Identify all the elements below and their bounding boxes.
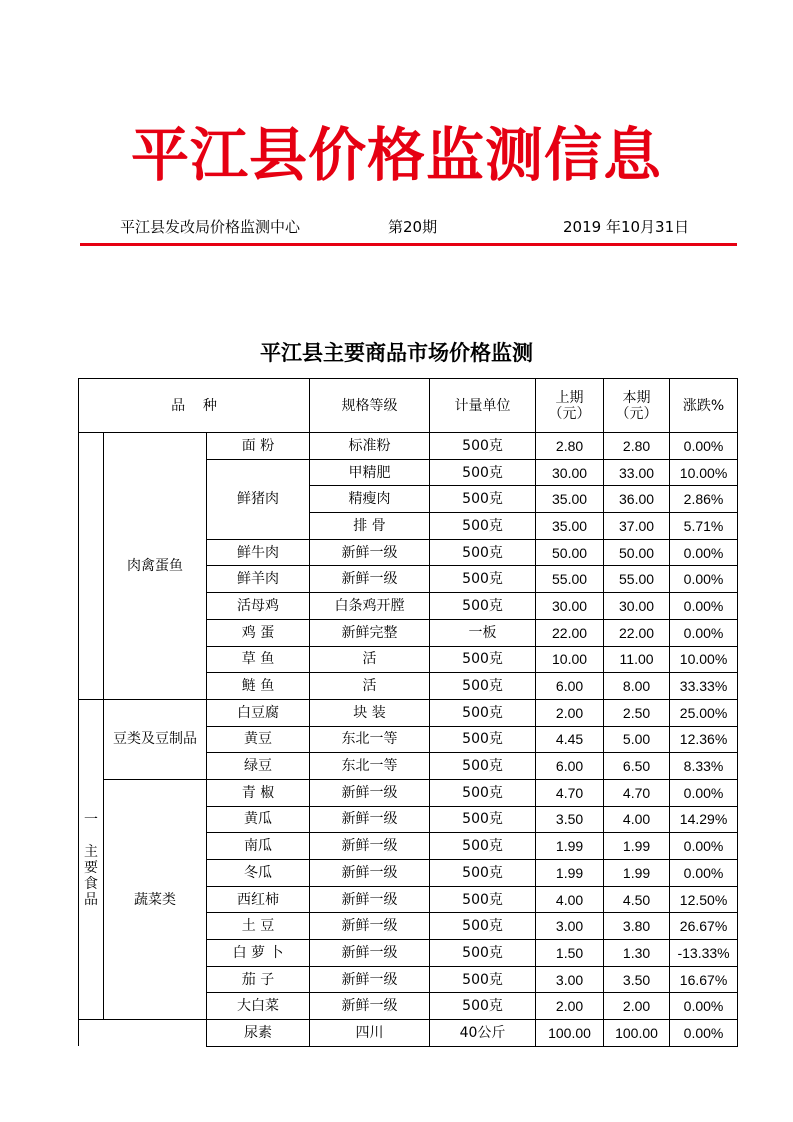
cell-spec: 新鲜一级 [310, 833, 430, 860]
cell-curr-price: 8.00 [604, 673, 670, 700]
cell-change: 0.00% [670, 1020, 738, 1047]
cell-curr-price: 36.00 [604, 486, 670, 513]
cell-change: 0.00% [670, 993, 738, 1020]
cell-spec: 新鲜一级 [310, 566, 430, 593]
header-unit: 计量单位 [430, 379, 536, 433]
cell-unit: 500克 [430, 726, 536, 753]
cell-spec: 标准粉 [310, 433, 430, 460]
cell-spec: 新鲜一级 [310, 806, 430, 833]
cell-prev-price: 55.00 [536, 566, 604, 593]
cell-change: 0.00% [670, 860, 738, 887]
cell-change: 10.00% [670, 646, 738, 673]
cell-item: 鲜牛肉 [207, 539, 310, 566]
cell-unit: 500克 [430, 566, 536, 593]
cell-change: 33.33% [670, 673, 738, 700]
header-divider [80, 243, 737, 246]
cell-prev-price: 50.00 [536, 539, 604, 566]
cell-curr-price: 22.00 [604, 619, 670, 646]
cell-unit: 500克 [430, 886, 536, 913]
cell-item: 西红柿 [207, 886, 310, 913]
category-blank [79, 433, 104, 700]
header-change: 涨跌% [670, 379, 738, 433]
cell-prev-price: 2.80 [536, 433, 604, 460]
cell-prev-price: 4.00 [536, 886, 604, 913]
cell-prev-price: 3.00 [536, 966, 604, 993]
cell-unit: 500克 [430, 806, 536, 833]
issue-number: 第20期 [388, 218, 438, 236]
cell-item: 活母鸡 [207, 593, 310, 620]
cell-unit: 500克 [430, 513, 536, 540]
cell-prev-price: 1.50 [536, 940, 604, 967]
cell-curr-price: 1.30 [604, 940, 670, 967]
cell-item: 冬瓜 [207, 860, 310, 887]
cell-curr-price: 55.00 [604, 566, 670, 593]
category-blank-last [79, 1020, 207, 1047]
cell-item: 草 鱼 [207, 646, 310, 673]
cell-item: 绿豆 [207, 753, 310, 780]
cell-curr-price: 37.00 [604, 513, 670, 540]
report-title: 平江县主要商品市场价格监测 [260, 341, 533, 365]
table-row [79, 779, 738, 806]
cell-spec: 新鲜一级 [310, 913, 430, 940]
cell-unit: 500克 [430, 699, 536, 726]
cell-spec: 排 骨 [310, 513, 430, 540]
cell-prev-price: 2.00 [536, 993, 604, 1020]
header-prev: 上期 （元） [536, 379, 604, 433]
cell-change: 0.00% [670, 566, 738, 593]
cell-prev-price: 35.00 [536, 513, 604, 540]
cell-spec: 新鲜一级 [310, 779, 430, 806]
cell-unit: 500克 [430, 966, 536, 993]
cell-curr-price: 30.00 [604, 593, 670, 620]
issuer-label: 平江县发改局价格监测中心 [120, 218, 301, 236]
cell-curr-price: 100.00 [604, 1020, 670, 1047]
cell-curr-price: 1.99 [604, 860, 670, 887]
cell-unit: 500克 [430, 539, 536, 566]
cell-change: 0.00% [670, 539, 738, 566]
cell-item: 大白菜 [207, 993, 310, 1020]
group-vegetables: 蔬菜类 [104, 779, 207, 1019]
cell-change: 12.36% [670, 726, 738, 753]
header-variety: 品 种 [79, 379, 310, 433]
major-category-staple-food: 一 主 要 食 品 [79, 699, 104, 1019]
cell-item: 白 萝 卜 [207, 940, 310, 967]
cell-curr-price: 4.00 [604, 806, 670, 833]
cell-unit: 500克 [430, 833, 536, 860]
table-header-row [79, 379, 738, 433]
cell-spec: 甲精肥 [310, 459, 430, 486]
table-row [79, 1020, 738, 1047]
cell-prev-price: 35.00 [536, 486, 604, 513]
cell-unit: 500克 [430, 433, 536, 460]
cell-spec: 新鲜一级 [310, 940, 430, 967]
cell-curr-price: 4.70 [604, 779, 670, 806]
cell-spec: 活 [310, 673, 430, 700]
cell-curr-price: 5.00 [604, 726, 670, 753]
cell-curr-price: 11.00 [604, 646, 670, 673]
cell-prev-price: 4.45 [536, 726, 604, 753]
cell-change: 0.00% [670, 779, 738, 806]
cell-change: -13.33% [670, 940, 738, 967]
cell-prev-price: 3.50 [536, 806, 604, 833]
cell-item: 鲢 鱼 [207, 673, 310, 700]
cell-change: 26.67% [670, 913, 738, 940]
cell-item: 茄 子 [207, 966, 310, 993]
cell-item: 土 豆 [207, 913, 310, 940]
cell-prev-price: 1.99 [536, 860, 604, 887]
cell-change: 0.00% [670, 619, 738, 646]
cell-spec: 精瘦肉 [310, 486, 430, 513]
masthead-title: 平江县价格监测信息 [130, 121, 662, 189]
cell-unit: 500克 [430, 993, 536, 1020]
cell-spec: 新鲜一级 [310, 539, 430, 566]
cell-item: 鲜羊肉 [207, 566, 310, 593]
cell-prev-price: 6.00 [536, 673, 604, 700]
cell-spec: 活 [310, 646, 430, 673]
header-curr: 本期 （元） [604, 379, 670, 433]
header-spec: 规格等级 [310, 379, 430, 433]
cell-spec: 东北一等 [310, 753, 430, 780]
cell-curr-price: 6.50 [604, 753, 670, 780]
cell-item: 面 粉 [207, 433, 310, 460]
cell-change: 0.00% [670, 833, 738, 860]
cell-curr-price: 3.50 [604, 966, 670, 993]
cell-prev-price: 1.99 [536, 833, 604, 860]
cell-unit: 500克 [430, 913, 536, 940]
cell-spec: 新鲜一级 [310, 886, 430, 913]
cell-change: 8.33% [670, 753, 738, 780]
cell-prev-price: 30.00 [536, 459, 604, 486]
item-pork: 鲜猪肉 [207, 459, 310, 539]
cell-prev-price: 30.00 [536, 593, 604, 620]
cell-item: 鸡 蛋 [207, 619, 310, 646]
cell-change: 25.00% [670, 699, 738, 726]
cell-spec: 块 装 [310, 699, 430, 726]
cell-curr-price: 2.00 [604, 993, 670, 1020]
cell-curr-price: 2.50 [604, 699, 670, 726]
cell-spec: 东北一等 [310, 726, 430, 753]
issue-date: 2019 年10月31日 [563, 218, 690, 236]
cell-unit: 500克 [430, 459, 536, 486]
cell-spec: 新鲜一级 [310, 966, 430, 993]
cell-item: 南瓜 [207, 833, 310, 860]
cell-unit: 500克 [430, 673, 536, 700]
cell-curr-price: 50.00 [604, 539, 670, 566]
cell-unit: 500克 [430, 593, 536, 620]
cell-spec: 白条鸡开膛 [310, 593, 430, 620]
group-meat-poultry-egg-fish: 肉禽蛋鱼 [104, 433, 207, 700]
cell-unit: 500克 [430, 753, 536, 780]
cell-change: 14.29% [670, 806, 738, 833]
cell-spec: 四川 [310, 1020, 430, 1047]
cell-change: 10.00% [670, 459, 738, 486]
cell-change: 0.00% [670, 593, 738, 620]
cell-unit: 500克 [430, 646, 536, 673]
cell-curr-price: 4.50 [604, 886, 670, 913]
table-row [79, 699, 738, 726]
cell-item: 尿素 [207, 1020, 310, 1047]
cell-prev-price: 100.00 [536, 1020, 604, 1047]
cell-prev-price: 6.00 [536, 753, 604, 780]
cell-unit: 500克 [430, 940, 536, 967]
table-row [79, 433, 738, 460]
cell-change: 16.67% [670, 966, 738, 993]
cell-spec: 新鲜完整 [310, 619, 430, 646]
cell-curr-price: 3.80 [604, 913, 670, 940]
cell-curr-price: 33.00 [604, 459, 670, 486]
cell-spec: 新鲜一级 [310, 993, 430, 1020]
cell-spec: 新鲜一级 [310, 860, 430, 887]
cell-change: 2.86% [670, 486, 738, 513]
cell-curr-price: 1.99 [604, 833, 670, 860]
group-beans: 豆类及豆制品 [104, 699, 207, 779]
cell-item: 青 椒 [207, 779, 310, 806]
cell-unit: 40公斤 [430, 1020, 536, 1047]
cell-change: 5.71% [670, 513, 738, 540]
cell-prev-price: 2.00 [536, 699, 604, 726]
cell-change: 12.50% [670, 886, 738, 913]
cell-unit: 一板 [430, 619, 536, 646]
cell-item: 黄瓜 [207, 806, 310, 833]
price-table [78, 378, 738, 1047]
cell-item: 白豆腐 [207, 699, 310, 726]
cell-prev-price: 4.70 [536, 779, 604, 806]
cell-curr-price: 2.80 [604, 433, 670, 460]
cell-change: 0.00% [670, 433, 738, 460]
cell-prev-price: 3.00 [536, 913, 604, 940]
cell-unit: 500克 [430, 779, 536, 806]
cell-prev-price: 22.00 [536, 619, 604, 646]
cell-unit: 500克 [430, 486, 536, 513]
cell-unit: 500克 [430, 860, 536, 887]
cell-prev-price: 10.00 [536, 646, 604, 673]
cell-item: 黄豆 [207, 726, 310, 753]
